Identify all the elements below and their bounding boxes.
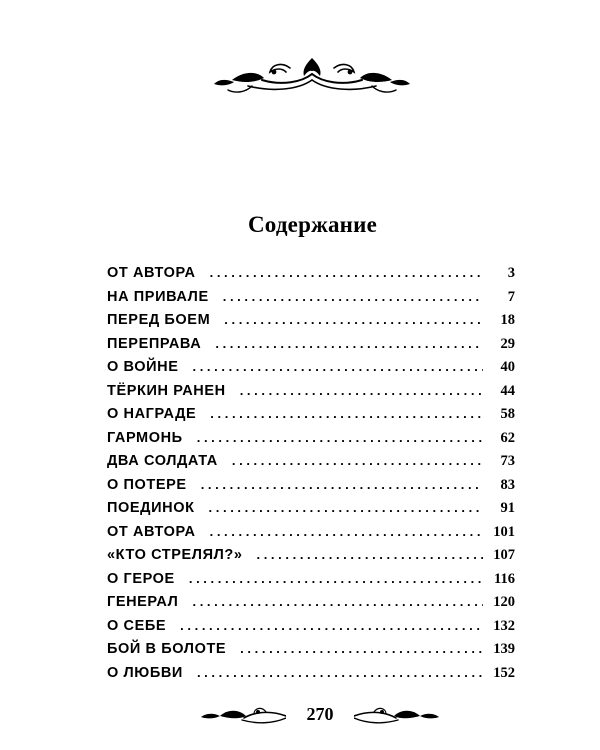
toc-entry[interactable] xyxy=(107,359,515,383)
dot-leader xyxy=(210,406,483,421)
toc-entry-title: НА ПРИВАЛЕ xyxy=(107,288,209,305)
toc-entry[interactable] xyxy=(107,594,515,618)
toc-entry[interactable] xyxy=(107,383,515,407)
toc-entry-title: О СЕБЕ xyxy=(107,617,167,634)
toc-entry-title: ПЕРЕД БОЕМ xyxy=(107,312,211,328)
toc-entry-title: О ПОТЕРЕ xyxy=(107,476,187,493)
toc-entry-title: БОЙ В БОЛОТЕ xyxy=(107,641,227,657)
table-of-contents xyxy=(107,265,515,688)
dot-leader xyxy=(180,618,483,633)
page-footer xyxy=(200,700,440,736)
toc-entry-title: ОТ АВТОРА xyxy=(107,523,196,540)
toc-entry-page: 83 xyxy=(500,476,515,493)
toc-entry[interactable] xyxy=(107,524,515,548)
dot-leader xyxy=(197,430,483,445)
toc-entry-title: ГАРМОНЬ xyxy=(107,429,183,446)
toc-entry-page: 18 xyxy=(500,312,515,328)
toc-entry-page: 120 xyxy=(493,594,515,610)
toc-entry[interactable] xyxy=(107,312,515,336)
toc-entry-page: 29 xyxy=(500,335,515,352)
dot-leader xyxy=(197,665,483,680)
toc-entry[interactable] xyxy=(107,336,515,360)
toc-entry-page: 7 xyxy=(507,288,515,305)
dot-leader xyxy=(189,571,483,586)
dot-leader xyxy=(192,594,483,609)
toc-entry-title: ТЁРКИН РАНЕН xyxy=(107,382,226,399)
toc-entry[interactable] xyxy=(107,265,515,289)
dot-leader xyxy=(210,265,483,280)
toc-entry-page: 132 xyxy=(493,617,515,634)
toc-entry-title: О НАГРАДЕ xyxy=(107,406,197,422)
toc-entry[interactable] xyxy=(107,430,515,454)
footer-right-flourish-ornament-icon xyxy=(354,706,440,726)
toc-entry-page: 3 xyxy=(507,265,515,281)
toc-entry[interactable] xyxy=(107,547,515,571)
page-number: 270 xyxy=(306,704,334,724)
toc-entry[interactable] xyxy=(107,453,515,477)
dot-leader xyxy=(256,547,483,562)
dot-leader xyxy=(240,641,483,656)
toc-entry-page: 152 xyxy=(493,664,515,681)
toc-entry[interactable] xyxy=(107,289,515,313)
toc-entry[interactable] xyxy=(107,406,515,430)
toc-entry-page: 73 xyxy=(500,453,515,469)
dot-leader xyxy=(209,500,483,515)
header-flourish-ornament-icon xyxy=(212,50,412,98)
dot-leader xyxy=(240,383,483,398)
toc-entry-page: 40 xyxy=(500,359,515,375)
toc-entry-page: 107 xyxy=(493,547,515,563)
toc-entry-page: 58 xyxy=(500,406,515,422)
toc-entry-title: О ВОЙНЕ xyxy=(107,359,179,375)
page-title: Содержание xyxy=(248,212,377,237)
toc-entry-title: ПЕРЕПРАВА xyxy=(107,335,202,352)
toc-entry-title: О ЛЮБВИ xyxy=(107,664,183,681)
toc-entry[interactable] xyxy=(107,477,515,501)
toc-entry[interactable] xyxy=(107,618,515,642)
dot-leader xyxy=(232,453,483,468)
toc-entry-title: ПОЕДИНОК xyxy=(107,500,195,516)
dot-leader xyxy=(201,477,483,492)
toc-entry-page: 101 xyxy=(493,523,515,540)
toc-entry[interactable] xyxy=(107,571,515,595)
toc-entry-page: 62 xyxy=(500,429,515,446)
toc-entry-page: 139 xyxy=(493,641,515,657)
dot-leader xyxy=(210,524,483,539)
toc-entry-page: 44 xyxy=(500,382,515,399)
dot-leader xyxy=(224,312,483,327)
toc-entry-title: «КТО СТРЕЛЯЛ?» xyxy=(107,547,243,563)
toc-entry-title: ДВА СОЛДАТА xyxy=(107,453,218,469)
dot-leader xyxy=(223,289,483,304)
toc-entry[interactable] xyxy=(107,641,515,665)
toc-entry-page: 116 xyxy=(494,570,515,587)
footer-left-flourish-ornament-icon xyxy=(200,706,286,726)
toc-entry-title: О ГЕРОЕ xyxy=(107,570,175,587)
toc-entry-page: 91 xyxy=(500,500,515,516)
toc-entry-title: ГЕНЕРАЛ xyxy=(107,594,179,610)
dot-leader xyxy=(192,359,483,374)
toc-entry[interactable] xyxy=(107,665,515,689)
toc-entry-title: ОТ АВТОРА xyxy=(107,265,196,281)
toc-entry[interactable] xyxy=(107,500,515,524)
dot-leader xyxy=(215,336,483,351)
